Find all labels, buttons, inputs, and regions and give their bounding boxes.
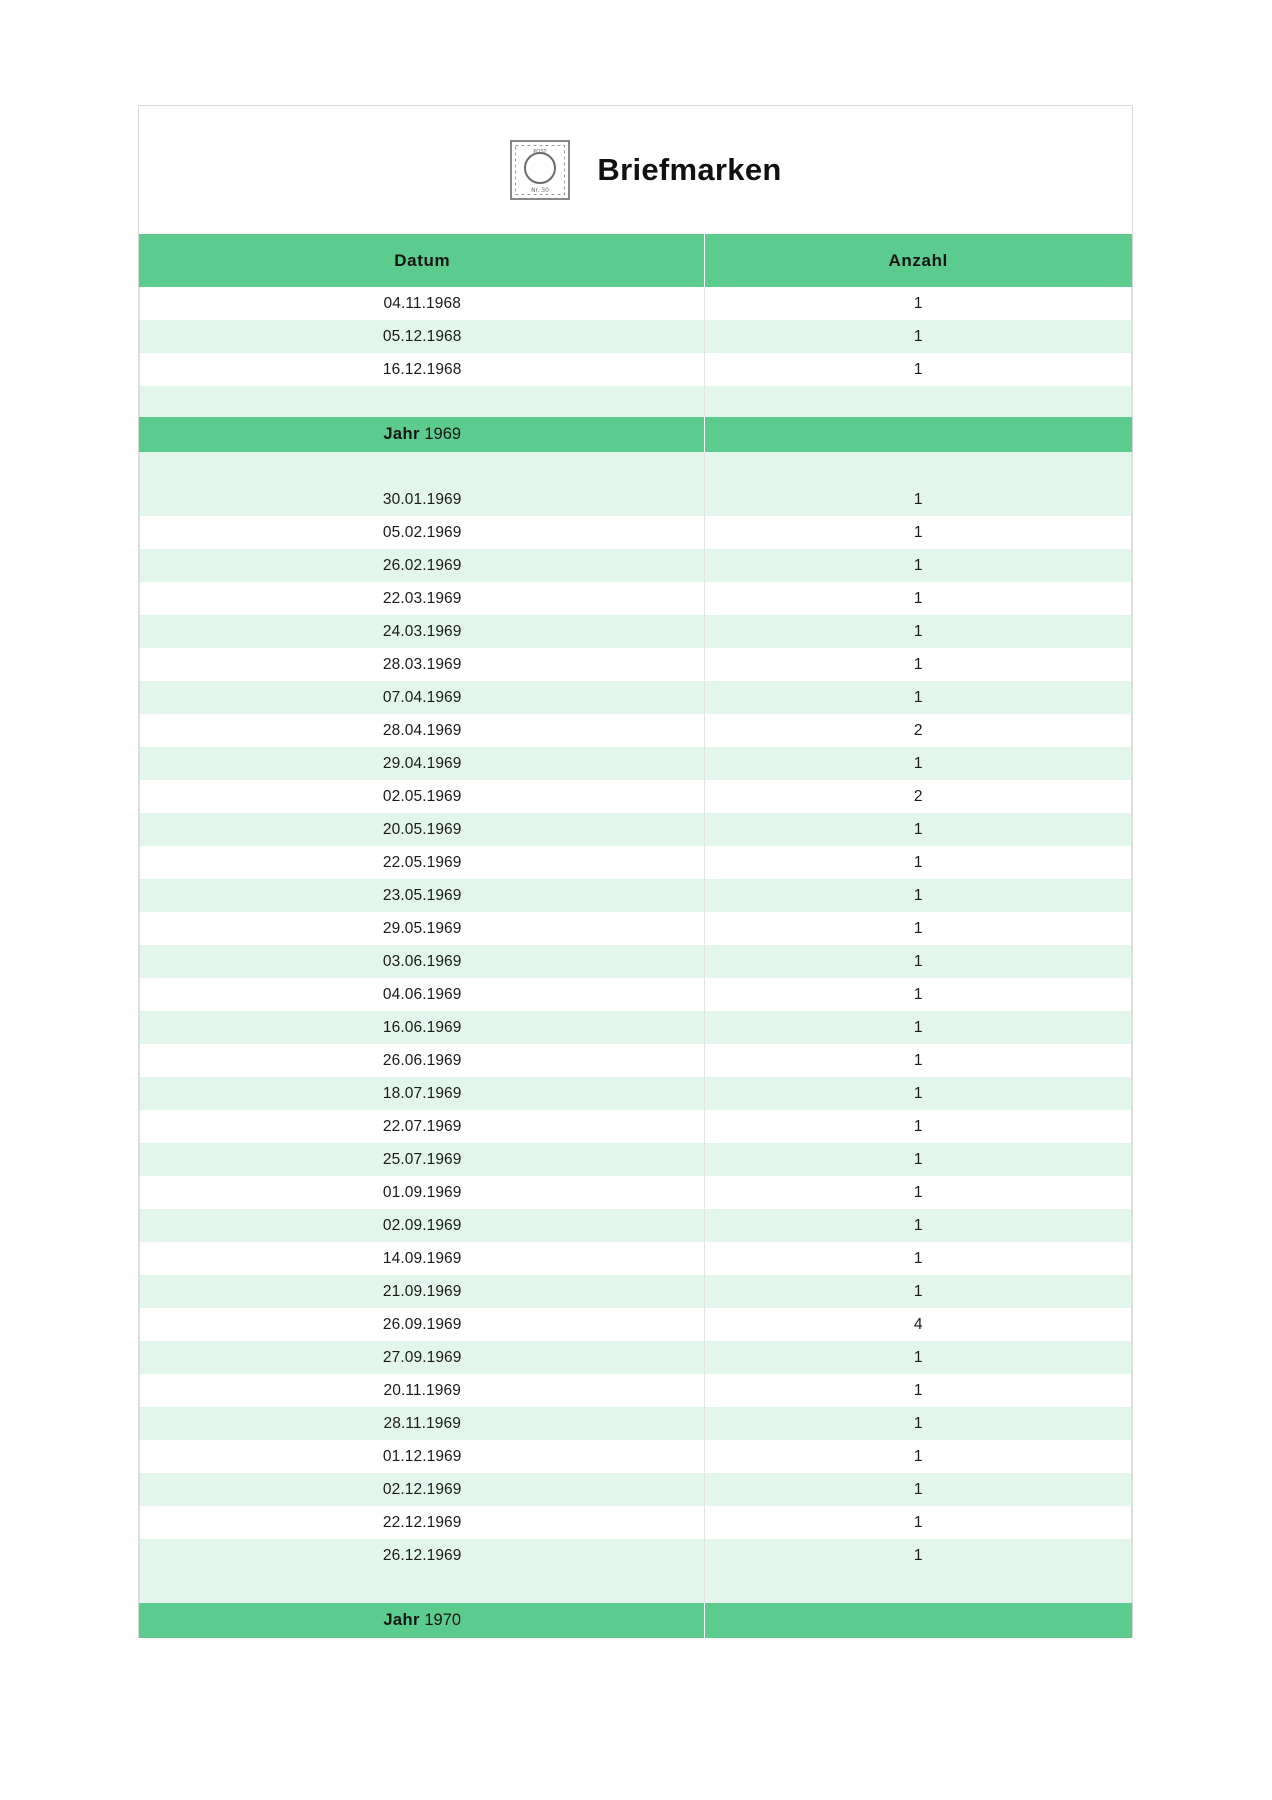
- cell-anzahl: 1: [705, 1407, 1132, 1440]
- date-value: 28.11.1969: [383, 1414, 461, 1432]
- date-value: 26.12.1969: [382, 1546, 462, 1564]
- year-label-cell: [140, 1603, 705, 1638]
- spacer-cell: [140, 452, 705, 483]
- date-value: 18.07.1969: [382, 1084, 462, 1102]
- cell-anzahl: 1: [705, 813, 1132, 846]
- cell-anzahl: 1: [705, 1341, 1132, 1374]
- date-value: 25.07.1969: [382, 1150, 462, 1168]
- column-header-datum: Datum: [140, 234, 705, 287]
- table-row: [140, 1539, 1132, 1572]
- cell-anzahl: 1: [705, 582, 1132, 615]
- table-row: [140, 1374, 1132, 1407]
- document-header: [139, 106, 1132, 234]
- cell-datum: [140, 1011, 705, 1044]
- date-value: 26.06.1969: [382, 1051, 462, 1069]
- cell-datum: [140, 287, 705, 320]
- date-value: 04.06.1969: [382, 985, 462, 1003]
- date-value: 14.09.1969: [382, 1249, 462, 1267]
- cell-datum: [140, 549, 705, 582]
- table-row: [140, 320, 1132, 353]
- cell-anzahl: 1: [705, 1473, 1132, 1506]
- cell-datum: [140, 1473, 705, 1506]
- document-sheet: [138, 105, 1133, 1638]
- table-row: [140, 1341, 1132, 1374]
- date-value: 24.03.1969: [382, 622, 462, 640]
- cell-datum: [140, 1308, 705, 1341]
- date-value: 27.09.1969: [382, 1348, 462, 1366]
- cell-anzahl: 1: [705, 1110, 1132, 1143]
- cell-anzahl: 1: [705, 1176, 1132, 1209]
- date-value: 26.02.1969: [382, 556, 462, 574]
- cell-anzahl: 1: [705, 648, 1132, 681]
- table-spacer-row: [140, 1572, 1132, 1603]
- date-value: 07.04.1969: [382, 688, 462, 706]
- cell-anzahl: 1: [705, 846, 1132, 879]
- table-row: [140, 1242, 1132, 1275]
- table-head: [140, 234, 1132, 287]
- table-row: [140, 1275, 1132, 1308]
- table-header-row: [140, 234, 1132, 287]
- cell-datum: [140, 1275, 705, 1308]
- year-label-cell: [140, 417, 705, 452]
- cell-anzahl: 1: [705, 1275, 1132, 1308]
- date-value: 04.11.1968: [383, 294, 461, 312]
- cell-datum: [140, 747, 705, 780]
- date-value: 28.03.1969: [382, 655, 462, 673]
- spacer-cell: [705, 1572, 1132, 1603]
- table-row: [140, 1110, 1132, 1143]
- cell-anzahl: 1: [705, 483, 1132, 516]
- cell-anzahl: 1: [705, 1077, 1132, 1110]
- year-empty-cell: [705, 1603, 1132, 1638]
- cell-datum: [140, 320, 705, 353]
- year-label: Jahr 1969: [383, 425, 462, 443]
- table-body: [140, 287, 1132, 1638]
- cell-anzahl: 1: [705, 1242, 1132, 1275]
- table-row: [140, 912, 1132, 945]
- svg-text:Nr. 30: Nr. 30: [531, 187, 550, 194]
- date-value: 16.06.1969: [382, 1018, 462, 1036]
- table-row: [140, 615, 1132, 648]
- cell-anzahl: 1: [705, 978, 1132, 1011]
- table-row: [140, 549, 1132, 582]
- spacer-cell: [705, 386, 1132, 417]
- cell-anzahl: 2: [705, 780, 1132, 813]
- date-value: 23.05.1969: [382, 886, 462, 904]
- column-header-anzahl: Anzahl: [705, 234, 1132, 287]
- cell-datum: [140, 1341, 705, 1374]
- cell-datum: [140, 1176, 705, 1209]
- date-value: 22.05.1969: [382, 853, 462, 871]
- cell-anzahl: 1: [705, 1374, 1132, 1407]
- cell-datum: [140, 483, 705, 516]
- cell-anzahl: 1: [705, 615, 1132, 648]
- table-row: [140, 747, 1132, 780]
- cell-datum: [140, 648, 705, 681]
- date-value: 22.12.1969: [382, 1513, 462, 1531]
- year-empty-cell: [705, 417, 1132, 452]
- table-row: [140, 1209, 1132, 1242]
- date-value: 05.12.1968: [382, 327, 462, 345]
- date-value: 28.04.1969: [382, 721, 462, 739]
- table-row: [140, 714, 1132, 747]
- cell-anzahl: 1: [705, 320, 1132, 353]
- date-value: 21.09.1969: [382, 1282, 462, 1300]
- cell-datum: [140, 1539, 705, 1572]
- table-row: [140, 648, 1132, 681]
- table-row: [140, 483, 1132, 516]
- date-value: 30.01.1969: [382, 490, 462, 508]
- date-value: 22.03.1969: [382, 589, 462, 607]
- cell-datum: [140, 1110, 705, 1143]
- cell-datum: [140, 681, 705, 714]
- date-value: 05.02.1969: [382, 523, 462, 541]
- table-row: [140, 1077, 1132, 1110]
- cell-anzahl: 2: [705, 714, 1132, 747]
- date-value: 02.09.1969: [382, 1216, 462, 1234]
- date-value: 03.06.1969: [382, 952, 462, 970]
- cell-datum: [140, 582, 705, 615]
- date-value: 29.05.1969: [382, 919, 462, 937]
- table-row: [140, 1143, 1132, 1176]
- date-value: 20.05.1969: [382, 820, 462, 838]
- cell-datum: [140, 780, 705, 813]
- cell-datum: [140, 879, 705, 912]
- cell-anzahl: 1: [705, 1209, 1132, 1242]
- cell-datum: [140, 978, 705, 1011]
- stamps-table: [139, 234, 1132, 1638]
- cell-anzahl: 1: [705, 287, 1132, 320]
- table-spacer-row: [140, 386, 1132, 417]
- date-value: 01.09.1969: [382, 1183, 462, 1201]
- cell-anzahl: 1: [705, 912, 1132, 945]
- table-row: [140, 1407, 1132, 1440]
- cell-anzahl: 4: [705, 1308, 1132, 1341]
- table-row: [140, 1440, 1132, 1473]
- cell-datum: [140, 945, 705, 978]
- cell-datum: [140, 1077, 705, 1110]
- cell-anzahl: 1: [705, 1506, 1132, 1539]
- cell-anzahl: 1: [705, 879, 1132, 912]
- table-row: [140, 813, 1132, 846]
- date-value: 22.07.1969: [382, 1117, 462, 1135]
- table-row: [140, 1011, 1132, 1044]
- cell-datum: [140, 1374, 705, 1407]
- cell-anzahl: 1: [705, 1044, 1132, 1077]
- cell-datum: [140, 1143, 705, 1176]
- cell-anzahl: 1: [705, 1539, 1132, 1572]
- cell-datum: [140, 1440, 705, 1473]
- spacer-cell: [140, 386, 705, 417]
- table-row: [140, 1044, 1132, 1077]
- cell-anzahl: 1: [705, 945, 1132, 978]
- cell-anzahl: 1: [705, 1143, 1132, 1176]
- cell-datum: [140, 912, 705, 945]
- cell-anzahl: 1: [705, 516, 1132, 549]
- cell-datum: [140, 1242, 705, 1275]
- page-title: Briefmarken: [597, 152, 782, 187]
- table-row: [140, 681, 1132, 714]
- spacer-cell: [140, 1572, 705, 1603]
- year-section-row: [140, 417, 1132, 452]
- date-value: 16.12.1968: [382, 360, 462, 378]
- cell-anzahl: 1: [705, 1440, 1132, 1473]
- table-row: [140, 1506, 1132, 1539]
- cell-anzahl: 1: [705, 681, 1132, 714]
- cell-datum: [140, 1506, 705, 1539]
- svg-text:POST: POST: [533, 149, 547, 155]
- postage-stamp-icon: [509, 139, 571, 201]
- table-row: [140, 516, 1132, 549]
- table-row: [140, 353, 1132, 386]
- table-row: [140, 582, 1132, 615]
- cell-datum: [140, 1044, 705, 1077]
- table-row: [140, 945, 1132, 978]
- table-row: [140, 1473, 1132, 1506]
- cell-anzahl: 1: [705, 1011, 1132, 1044]
- date-value: 01.12.1969: [382, 1447, 462, 1465]
- table-row: [140, 1308, 1132, 1341]
- cell-datum: [140, 516, 705, 549]
- table-row: [140, 978, 1132, 1011]
- year-section-row: [140, 1603, 1132, 1638]
- cell-anzahl: 1: [705, 549, 1132, 582]
- cell-anzahl: 1: [705, 353, 1132, 386]
- year-label: Jahr 1970: [383, 1611, 462, 1629]
- cell-datum: [140, 846, 705, 879]
- table-row: [140, 879, 1132, 912]
- date-value: 20.11.1969: [383, 1381, 461, 1399]
- date-value: 29.04.1969: [382, 754, 462, 772]
- cell-datum: [140, 353, 705, 386]
- cell-datum: [140, 615, 705, 648]
- table-row: [140, 1176, 1132, 1209]
- cell-datum: [140, 1209, 705, 1242]
- date-value: 02.05.1969: [382, 787, 462, 805]
- table-spacer-row: [140, 452, 1132, 483]
- cell-datum: [140, 813, 705, 846]
- cell-datum: [140, 1407, 705, 1440]
- spacer-cell: [705, 452, 1132, 483]
- cell-anzahl: 1: [705, 747, 1132, 780]
- table-row: [140, 287, 1132, 320]
- date-value: 02.12.1969: [382, 1480, 462, 1498]
- table-row: [140, 780, 1132, 813]
- cell-datum: [140, 714, 705, 747]
- date-value: 26.09.1969: [382, 1315, 462, 1333]
- table-row: [140, 846, 1132, 879]
